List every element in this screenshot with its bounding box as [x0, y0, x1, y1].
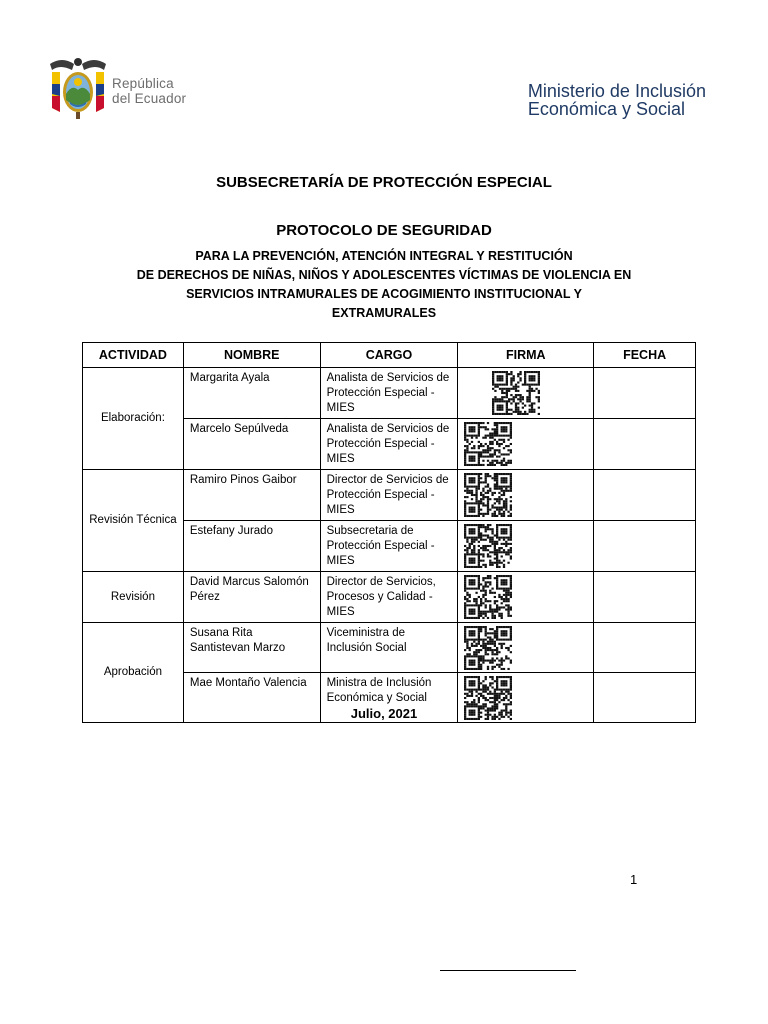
qr-code-signature-icon: [492, 371, 540, 415]
fecha-cell: [594, 419, 696, 470]
desc-line: SERVICIOS INTRAMURALES DE ACOGIMIENTO INSTITUCIONAL Y: [186, 287, 582, 301]
cargo-cell: Analista de Servicios de Protección Especial - MIES: [320, 368, 458, 419]
qr-code-signature-icon: [464, 422, 512, 466]
fecha-cell: [594, 623, 696, 673]
nombre-cell: Susana Rita Santistevan Marzo: [183, 623, 320, 673]
desc-line: DE DERECHOS DE NIÑAS, NIÑOS Y ADOLESCENTES VÍCTIMAS DE VIOLENCIA EN: [136, 268, 632, 282]
cargo-cell: Director de Servicios, Procesos y Calidad - MIES: [320, 572, 458, 623]
table-header-row: [83, 343, 696, 368]
republic-line1: República: [112, 76, 174, 91]
qr-code-signature-icon: [464, 524, 512, 568]
nombre-cell: Mae Montaño Valencia: [183, 673, 320, 723]
actividad-cell: Revisión Técnica: [83, 470, 184, 572]
cargo-cell: Viceministra de Inclusión Social: [320, 623, 458, 673]
fecha-cell: [594, 470, 696, 521]
firma-cell: [458, 368, 594, 419]
protocol-description: [0, 247, 768, 323]
nombre-cell: Margarita Ayala: [183, 368, 320, 419]
header-actividad: ACTIVIDAD: [83, 343, 184, 368]
ministry-line2: Económica y Social: [527, 99, 685, 119]
signature-line: [440, 970, 576, 971]
header-nombre: NOMBRE: [183, 343, 320, 368]
subsecretaria-heading: SUBSECRETARÍA DE PROTECCIÓN ESPECIAL: [216, 174, 552, 191]
ministry-wordmark: [528, 82, 706, 118]
qr-code-signature-icon: [464, 626, 512, 670]
cargo-cell: Subsecretaria de Protección Especial - MIES: [320, 521, 458, 572]
republica-ecuador-wordmark: [112, 76, 186, 106]
cargo-cell: Analista de Servicios de Protección Especial - MIES: [320, 419, 458, 470]
ecuador-coat-of-arms-icon: [46, 54, 110, 120]
nombre-cell: Estefany Jurado: [183, 521, 320, 572]
signature-table: [82, 342, 696, 723]
firma-cell: [458, 572, 594, 623]
page-header: [0, 0, 768, 140]
qr-code-signature-icon: [464, 473, 512, 517]
ministry-line1: Ministerio de Inclusión: [527, 81, 706, 101]
fecha-cell: [594, 572, 696, 623]
table-row: [83, 470, 696, 521]
desc-line: PARA LA PREVENCIÓN, ATENCIÓN INTEGRAL Y RESTITUCIÓN: [195, 249, 573, 263]
nombre-cell: Marcelo Sepúlveda: [183, 419, 320, 470]
table-row: [83, 623, 696, 673]
table-row: [83, 368, 696, 419]
actividad-cell: Revisión: [83, 572, 184, 623]
actividad-cell: Aprobación: [83, 623, 184, 723]
firma-cell: [458, 419, 594, 470]
table-row: [83, 572, 696, 623]
cargo-cell: Ministra de Inclusión Económica y Social: [320, 673, 458, 723]
firma-cell: [458, 470, 594, 521]
qr-code-signature-icon: [464, 575, 512, 619]
document-date: Julio, 2021: [350, 706, 418, 721]
header-cargo: CARGO: [320, 343, 458, 368]
header-firma: FIRMA: [458, 343, 594, 368]
fecha-cell: [594, 368, 696, 419]
header-fecha: FECHA: [594, 343, 696, 368]
actividad-cell: Elaboración:: [83, 368, 184, 470]
fecha-cell: [594, 521, 696, 572]
page-number: 1: [630, 872, 638, 887]
desc-line: EXTRAMURALES: [331, 306, 437, 320]
firma-cell: [458, 521, 594, 572]
republic-line2: del Ecuador: [112, 91, 187, 106]
firma-cell: [458, 623, 594, 673]
nombre-cell: Ramiro Pinos Gaibor: [183, 470, 320, 521]
nombre-cell: David Marcus Salomón Pérez: [183, 572, 320, 623]
cargo-cell: Director de Servicios de Protección Especial - MIES: [320, 470, 458, 521]
protocol-title: PROTOCOLO DE SEGURIDAD: [276, 222, 492, 239]
